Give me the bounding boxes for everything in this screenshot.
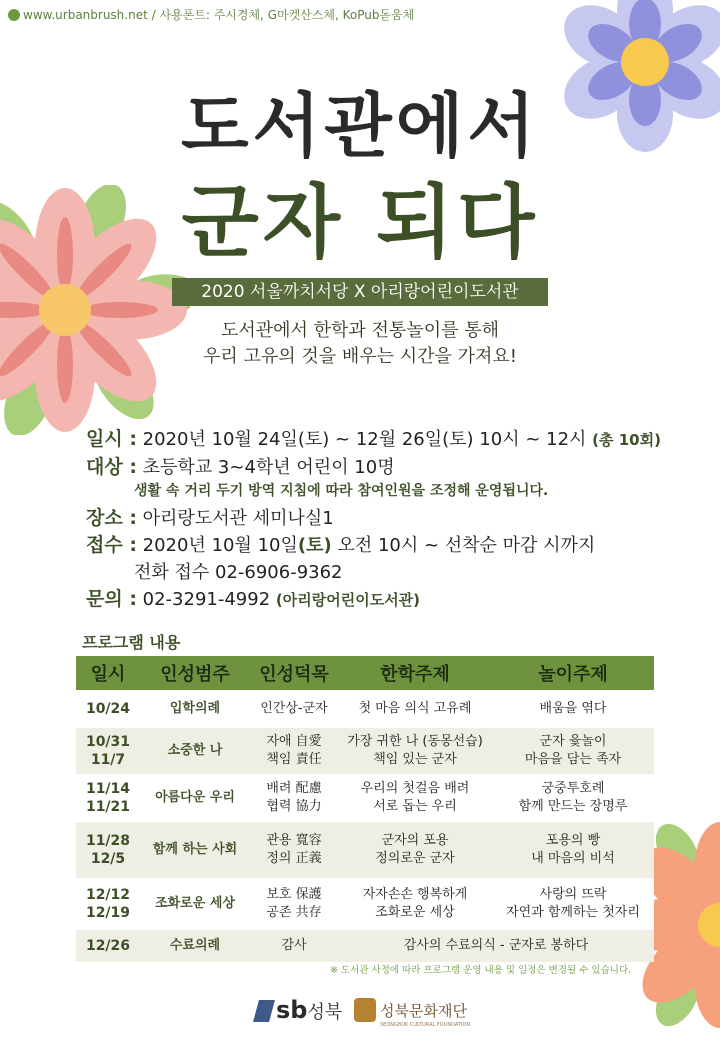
row-play: 궁중투호례 함께 만드는 장명루: [492, 774, 654, 822]
contact-value: 02-3291-4992: [142, 589, 271, 610]
place-row: [86, 505, 706, 532]
info-block: [86, 426, 706, 614]
header-date: 일시: [76, 656, 140, 690]
row-hanhak: 자자손손 행복하게 조화로운 세상: [338, 878, 492, 930]
row-date: 11/28 12/5: [76, 822, 140, 878]
row-play: 배움을 엮다: [492, 690, 654, 728]
row-virtue: 배려 配慮 협력 協力: [250, 774, 338, 822]
footnote: ※ 도서관 사정에 따라 프로그램 운영 내용 및 일정은 변경될 수 있습니다.: [330, 965, 632, 976]
target-row: [86, 454, 706, 481]
place-value: 아리랑도서관 세미나실1: [142, 508, 334, 529]
row-virtue: 자애 自愛 책임 責任: [250, 728, 338, 774]
row-date: 10/24: [76, 690, 140, 728]
table-header-row: [76, 656, 654, 690]
target-note: 생활 속 거리 두기 방역 지침에 따라 참여인원을 조정해 운영됩니다.: [134, 483, 549, 499]
row-category: 입학의례: [140, 690, 250, 728]
title-line-2: 군자 되다: [181, 175, 539, 269]
target-label: 대상 :: [86, 456, 137, 478]
row-date: 12/26: [76, 930, 140, 962]
row-virtue: 관용 寬容 정의 正義: [250, 822, 338, 878]
intro-line-1: 도서관에서 한학과 전통놀이를 통해: [221, 320, 499, 341]
program-table: [76, 656, 654, 962]
row-virtue: 보호 保護 공존 共存: [250, 878, 338, 930]
row-play: 군자 윷놀이 마음을 담는 족자: [492, 728, 654, 774]
row-play: 사랑의 뜨락 자연과 함께하는 첫자리: [492, 878, 654, 930]
contact-org: (아리랑어린이도서관): [275, 591, 421, 609]
table-row: [76, 774, 654, 822]
apply-date: 2020년 10월 10일: [142, 535, 298, 556]
apply-row: [86, 532, 706, 559]
row-hanhak: 우리의 첫걸음 배려 서로 돕는 우리: [338, 774, 492, 822]
row-hanhak: 가장 귀한 나 (동몽선습) 책임 있는 군자: [338, 728, 492, 774]
row-date: 10/31 11/7: [76, 728, 140, 774]
seongbuk-sb-logo: sb성북: [256, 996, 342, 1024]
row-hanhak: 첫 마음 의식 고유례: [338, 690, 492, 728]
subtitle-bar: 2020 서울까치서당 X 아리랑어린이도서관: [172, 278, 548, 306]
row-virtue: 인간상-군자: [250, 690, 338, 728]
table-row: [76, 930, 654, 962]
apply-time: 오전 10시 ~ 선착순 마감 시까지: [331, 535, 596, 556]
title-line-1: 도서관에서: [180, 84, 540, 167]
header-category: 인성범주: [140, 656, 250, 690]
row-hanhak-merged: 감사의 수료의식 - 군자로 봉하다: [338, 930, 654, 962]
table-row: [76, 878, 654, 930]
date-row: [86, 426, 706, 454]
date-label: 일시 :: [86, 428, 137, 450]
row-category: 수료의례: [140, 930, 250, 962]
row-category: 조화로운 세상: [140, 878, 250, 930]
intro-line-2: 우리 고유의 것을 배우는 시간을 가져요!: [202, 346, 518, 367]
intro-text: [0, 318, 720, 370]
table-row: [76, 822, 654, 878]
brush-logo-icon: [8, 9, 20, 21]
seongbuk-foundation-logo: 성북문화재단 SEONGBUK CULTURAL FOUNDATION: [354, 998, 470, 1028]
date-value: 2020년 10월 24일(토) ~ 12월 26일(토) 10시 ~ 12시: [142, 429, 587, 450]
program-title: 프로그램 내용: [82, 633, 181, 652]
apply-phone: 전화 접수 02-6906-9362: [134, 562, 343, 583]
font-credit: www.urbanbrush.net / 사용폰트: 주시경체, G마켓산스체, KoPub돋움체: [8, 6, 414, 23]
contact-label: 문의 :: [86, 588, 137, 610]
place-label: 장소 :: [86, 507, 137, 529]
row-category: 아름다운 우리: [140, 774, 250, 822]
apply-day: (토): [297, 535, 332, 556]
table-row: [76, 690, 654, 728]
foundation-seal-icon: [354, 998, 376, 1022]
row-category: 함께 하는 사회: [140, 822, 250, 878]
apply-label: 접수 :: [86, 534, 137, 556]
row-play: 포용의 빵 내 마음의 비석: [492, 822, 654, 878]
header-play: 놀이주제: [492, 656, 654, 690]
row-date: 12/12 12/19: [76, 878, 140, 930]
row-virtue: 감사: [250, 930, 338, 962]
header-hanhak: 한학주제: [338, 656, 492, 690]
date-total: (총 10회): [592, 431, 661, 449]
target-value: 초등학교 3~4학년 어린이 10명: [142, 457, 395, 478]
row-date: 11/14 11/21: [76, 774, 140, 822]
table-row: [76, 728, 654, 774]
row-category: 소중한 나: [140, 728, 250, 774]
row-hanhak: 군자의 포용 정의로운 군자: [338, 822, 492, 878]
contact-row: [86, 586, 706, 614]
header-virtue: 인성덕목: [250, 656, 338, 690]
sb-mark-icon: [253, 1000, 275, 1022]
